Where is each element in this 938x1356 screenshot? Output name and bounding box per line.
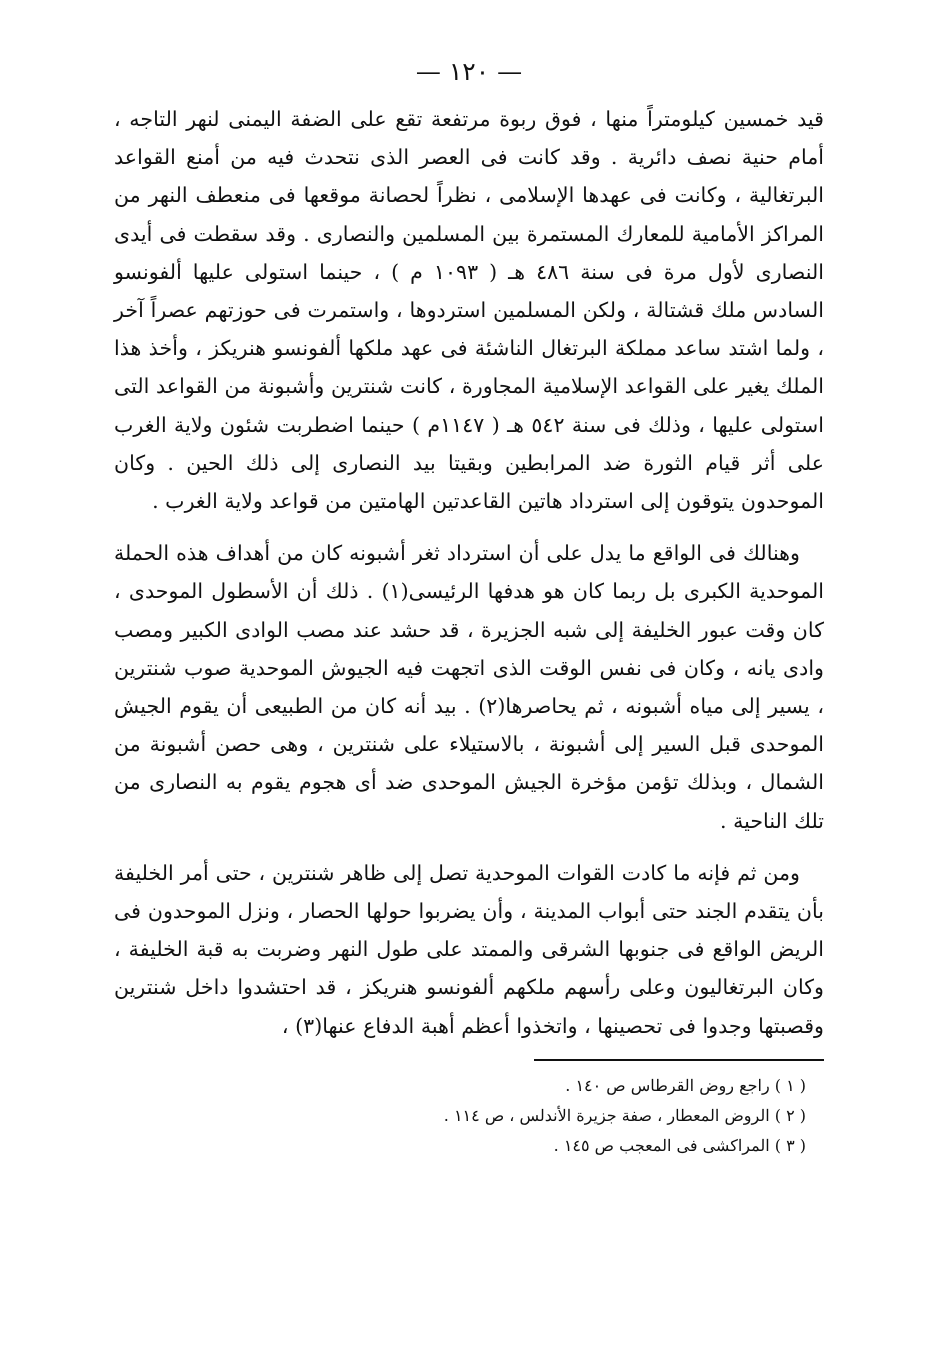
footnote-2: ( ٢ ) الروض المعطار ، صفة جزيرة الأندلس ، ص ١١٤ . [443,1105,806,1125]
footnote-3: ( ٣ ) المراكشى فى المعجب ص ١٤٥ . [553,1135,806,1155]
footnote-1: ( ١ ) راجع روض القرطاس ص ١٤٠ . [565,1075,806,1095]
paragraph-3: ومن ثم فإنه ما كادت القوات الموحدية تصل إلى ظاهر شنترين ، حتى أمر الخليفة بأن يتقدم الجند حتى أبواب المدينة ، وأن يضربوا حولها الحصار ، ونزل الموحدون فى الريض الواقع فى جنوبها الشرقى والممتد على طول النهر وضربت به قبة الخليفة ، وكان البرتغاليون وعلى رأسهم ملكهم ألفونسو هنريكز ، قد احتشدوا داخل شنترين وقصبتها وجدوا فى تحصينها ، واتخذوا أعظم أهبة الدفاع عنها(٣) ، [114,860,824,1038]
footnote-divider [534,1059,824,1061]
page-number: — ١٢٠ — [415,57,523,86]
paragraph-1: قيد خمسين كيلومتراً منها ، فوق ربوة مرتفعة تقع على الضفة اليمنى لنهر التاجه ، أمام حنية نصف دائرية . وقد كانت فى العصر الذى نتحدث فيه من أمنع القواعد البرتغالية ، وكانت فى عهدها الإسلامى ، نظراً لحصانة موقعها فى منعطف النهر من المراكز الأمامية للمعارك المستمرة بين المسلمين والنصارى . وقد سقطت فى أيدى النصارى لأول مرة فى سنة ٤٨٦ هـ ( ١٠٩٣ م ) ، حينما استولى عليها ألفونسو السادس ملك قشتالة ، ولكن المسلمين استردوها ، واستمرت فى حوزتهم عصراً آخر ، ولما اشتد ساعد مملكة البرتغال الناشئة فى عهد ملكها ألفونسو هنريكز ، وأخذ هذا الملك يغير على القواعد الإسلامية المجاورة ، كانت شنترين وأشبونة من القواعد التى استولى عليها ، وذلك فى سنة ٥٤٢ هـ ( ١١٤٧م ) حينما اضطربت شئون ولاية الغرب على أثر قيام الثورة ضد المرابطين وبقيتا بيد النصارى إلى ذلك الحين . وكان الموحدون يتوقون إلى استرداد هاتين القاعدتين الهامتين من قواعد ولاية الغرب . [114,107,824,514]
footnotes [114,1071,824,1161]
body-text [114,100,824,1045]
paragraph-2: وهنالك فى الواقع ما يدل على أن استرداد ثغر أشبونه كان من أهداف هذه الحملة الموحدية الكبرى بل ربما كان هو هدفها الرئيسى(١) . ذلك أن الأسطول الموحدى ، كان وقت عبور الخليفة إلى شبه الجزيرة ، قد حشد عند مصب الوادى الكبير ومصب وادى يانه ، وكان فى نفس الوقت الذى اتجهت فيه الجيوش الموحدية صوب شنترين ، يسير إلى مياه أشبونه ، ثم يحاصرها(٢) . بيد أنه كان من الطبيعى أن يقوم الجيش الموحدى قبل السير إلى أشبونة ، بالاستيلاء على شنترين ، وهى حصن أشبونة من الشمال ، وبذلك تؤمن مؤخرة الجيش الموحدى ضد أى هجوم يقوم به النصارى من تلك الناحية . [114,541,824,833]
